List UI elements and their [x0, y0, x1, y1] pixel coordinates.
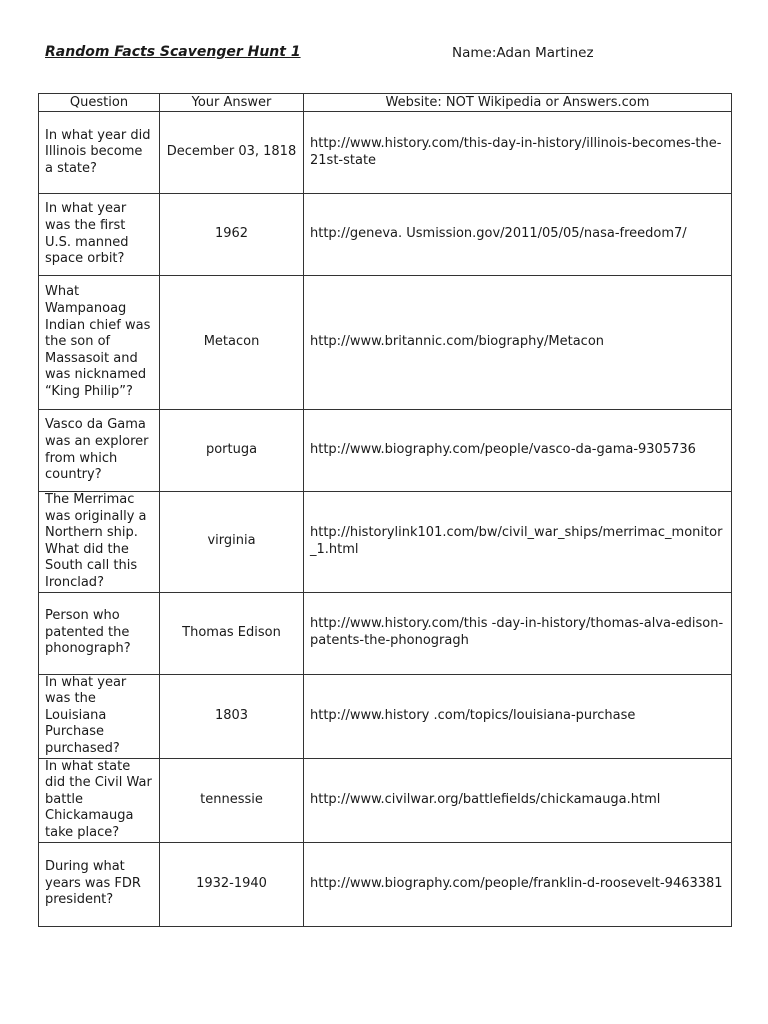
table-header-row: [39, 94, 732, 112]
answer-cell: 1932-1940: [160, 842, 304, 926]
answer-cell: 1962: [160, 194, 304, 276]
student-name: Name:Adan Martinez: [452, 45, 594, 61]
website-cell: http://www.history.com/this -day-in-history/thomas-alva-edison-patents-the-phonogragh: [304, 592, 732, 674]
question-cell: In what year was the Louisiana Purchase purchased?: [39, 674, 160, 758]
table-row: [39, 492, 732, 593]
table-row: [39, 410, 732, 492]
question-cell: During what years was FDR president?: [39, 842, 160, 926]
table-row: [39, 842, 732, 926]
question-cell: What Wampanoag Indian chief was the son of Massasoit and was nicknamed “King Philip”?: [39, 276, 160, 410]
question-cell: The Merrimac was originally a Northern ship. What did the South call this Ironclad?: [39, 492, 160, 593]
answer-cell: Thomas Edison: [160, 592, 304, 674]
website-cell: http://www.history.com/this-day-in-history/illinois-becomes-the-21st-state: [304, 112, 732, 194]
website-cell: http://www.history .com/topics/louisiana-purchase: [304, 674, 732, 758]
header-question: Question: [39, 94, 160, 112]
answer-cell: 1803: [160, 674, 304, 758]
website-cell: http://www.civilwar.org/battlefields/chickamauga.html: [304, 758, 732, 842]
website-cell: http://www.britannic.com/biography/Metacon: [304, 276, 732, 410]
question-cell: In what year did Illinois become a state?: [39, 112, 160, 194]
question-cell: In what state did the Civil War battle Chickamauga take place?: [39, 758, 160, 842]
scavenger-hunt-table: [38, 93, 732, 927]
answer-cell: tennessie: [160, 758, 304, 842]
header-website: Website: NOT Wikipedia or Answers.com: [304, 94, 732, 112]
table-row: [39, 592, 732, 674]
question-cell: Vasco da Gama was an explorer from which country?: [39, 410, 160, 492]
website-cell: http://historylink101.com/bw/civil_war_ships/merrimac_monitor_1.html: [304, 492, 732, 593]
table-row: [39, 758, 732, 842]
table-row: [39, 112, 732, 194]
website-cell: http://www.biography.com/people/franklin-d-roosevelt-9463381: [304, 842, 732, 926]
answer-cell: Metacon: [160, 276, 304, 410]
table-row: [39, 674, 732, 758]
website-cell: http://geneva. Usmission.gov/2011/05/05/nasa-freedom7/: [304, 194, 732, 276]
answer-cell: portuga: [160, 410, 304, 492]
answer-cell: virginia: [160, 492, 304, 593]
question-cell: Person who patented the phonograph?: [39, 592, 160, 674]
website-cell: http://www.biography.com/people/vasco-da-gama-9305736: [304, 410, 732, 492]
question-cell: In what year was the first U.S. manned space orbit?: [39, 194, 160, 276]
document-title: Random Facts Scavenger Hunt 1: [45, 44, 301, 60]
header-answer: Your Answer: [160, 94, 304, 112]
answer-cell: December 03, 1818: [160, 112, 304, 194]
table-row: [39, 194, 732, 276]
table-row: [39, 276, 732, 410]
